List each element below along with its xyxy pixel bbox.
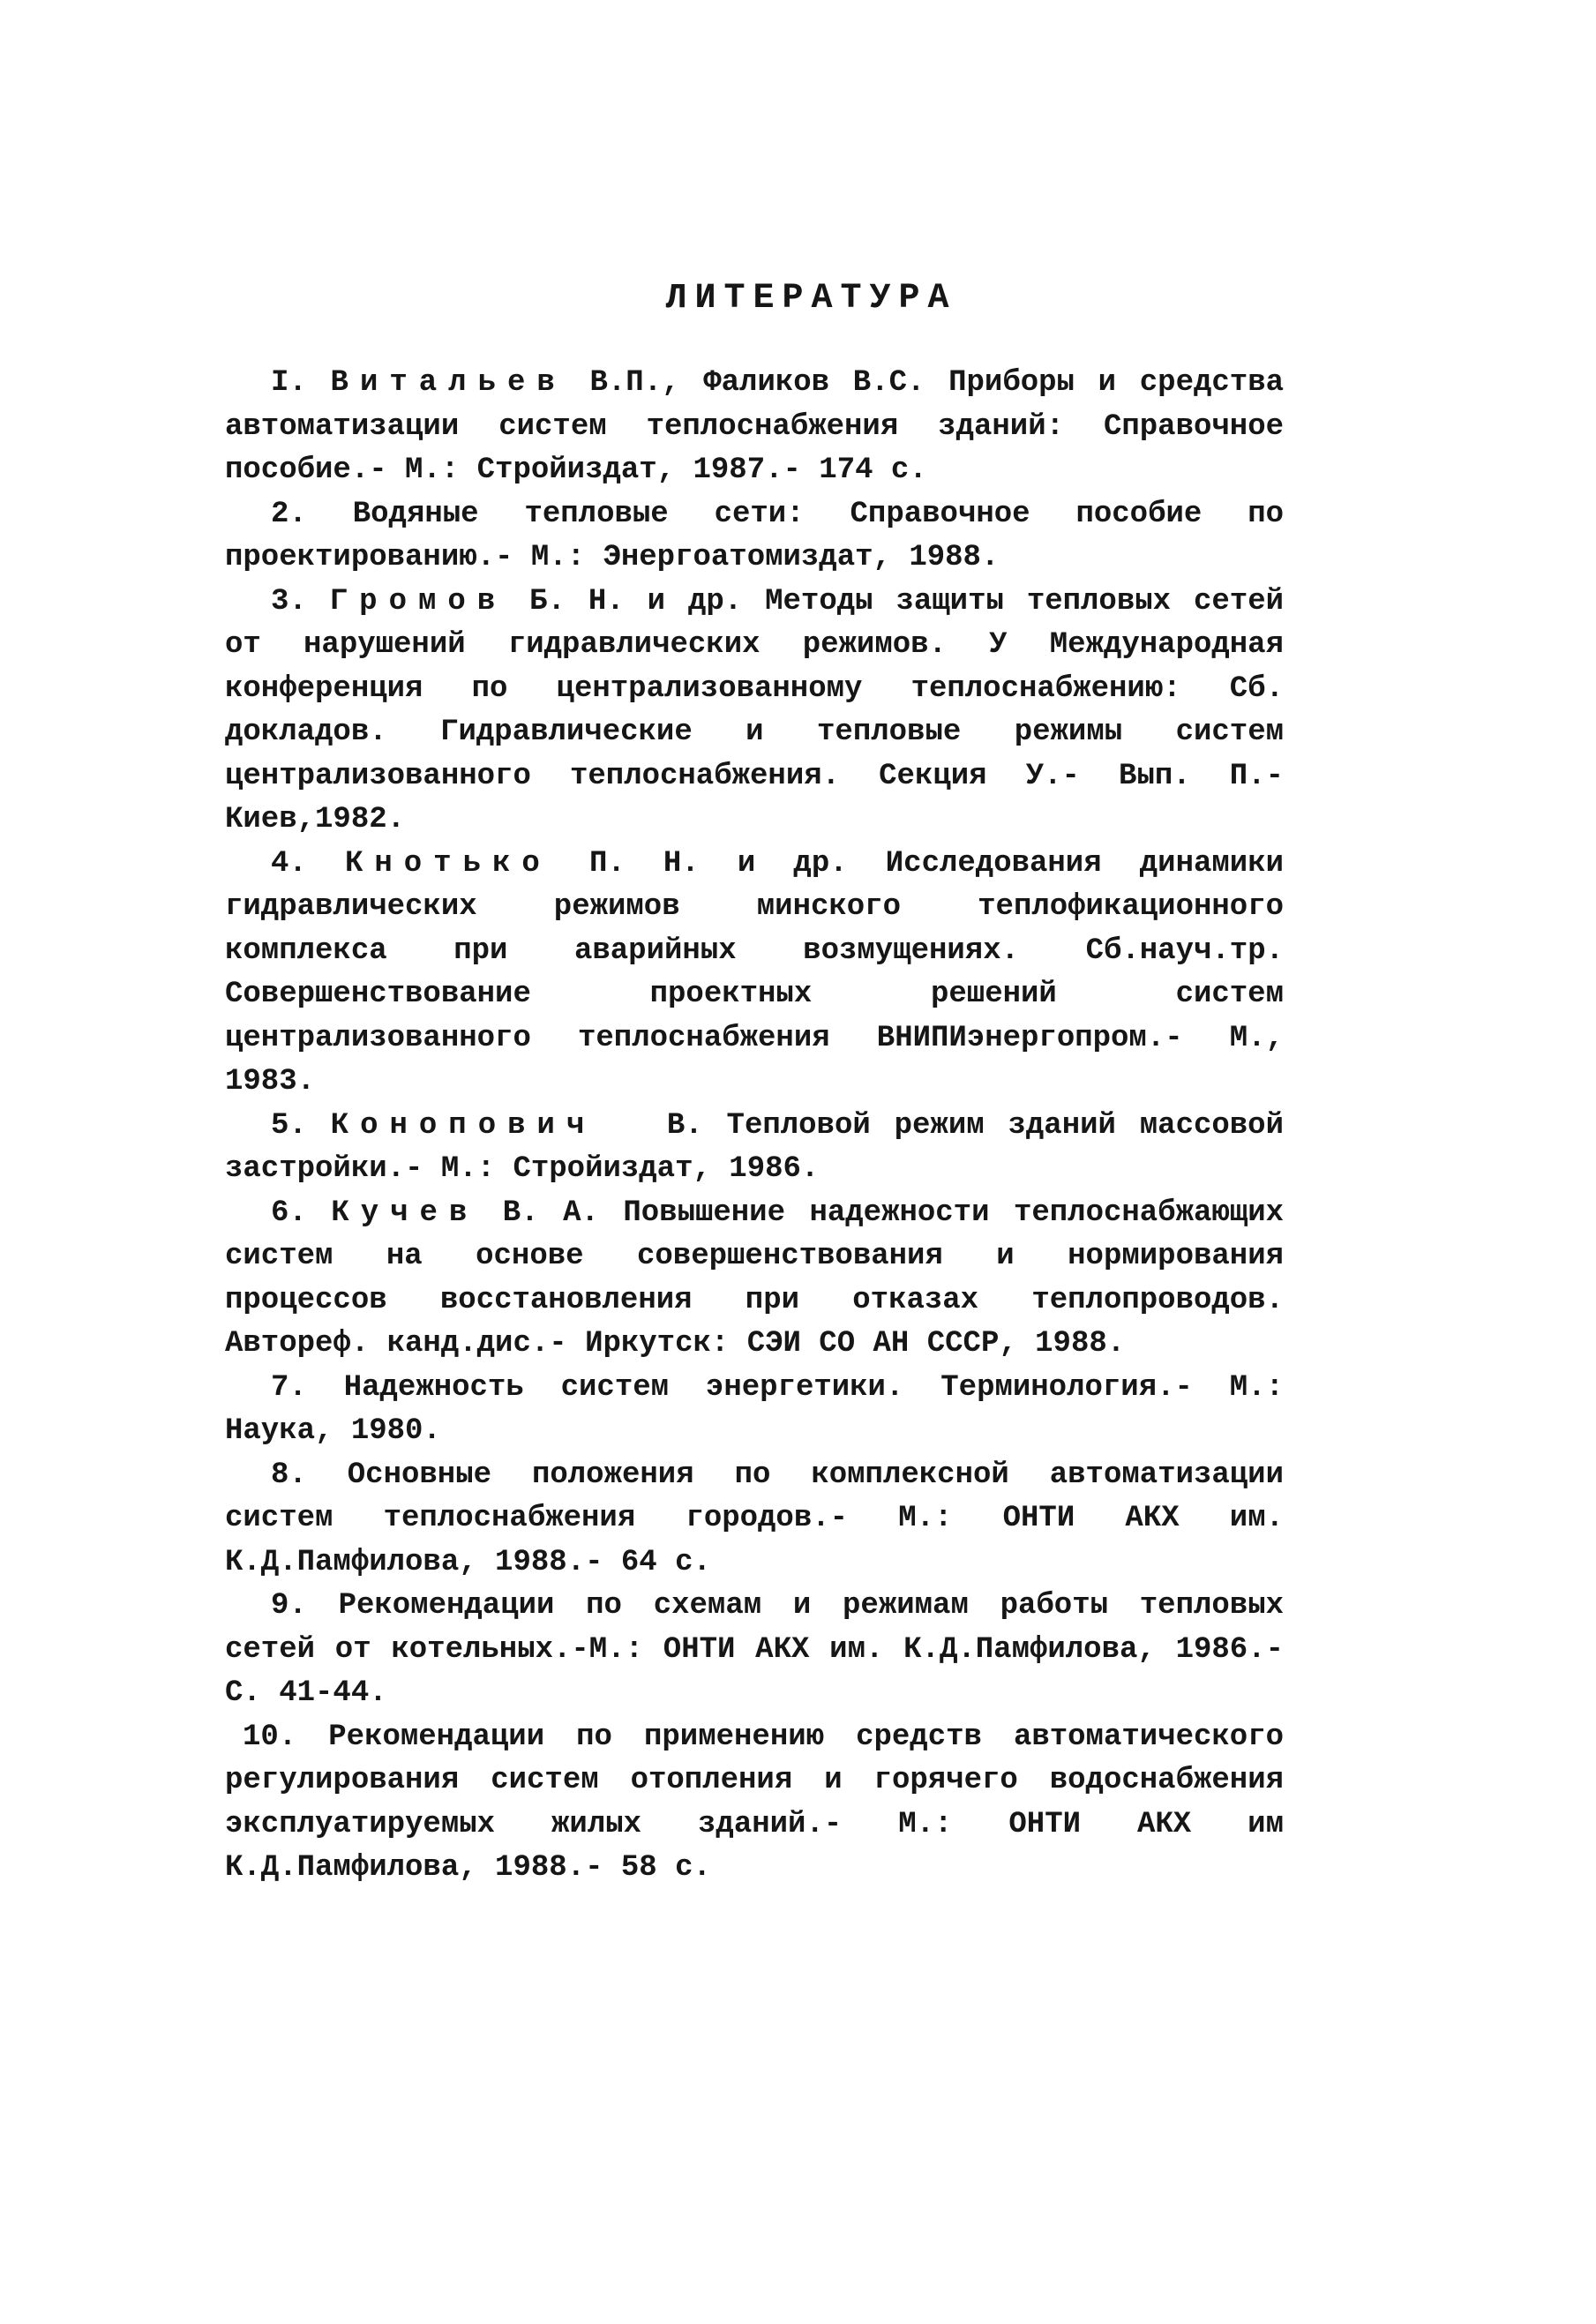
reference-text: Рекомендации по схемам и режимам работы тепловых сетей от котельных.-М.: ОНТИ АКХ им. К.Д.Памфилова, 1986.- С. 41-44. — [225, 1589, 1284, 1710]
reference-item — [225, 1585, 1284, 1716]
reference-item — [225, 362, 1284, 493]
reference-number: 4. — [271, 846, 307, 881]
reference-item — [225, 581, 1284, 843]
reference-number: I. — [271, 366, 307, 400]
reference-number: 6. — [271, 1196, 307, 1230]
reference-number: 3. — [271, 584, 307, 618]
reference-number: 10. — [243, 1720, 297, 1754]
reference-number: 7. — [271, 1370, 307, 1405]
reference-text: Рекомендации по применению средств автоматического регулирования систем отопления и горячего водоснабжения эксплуатируемых жилых зданий.- М.: ОНТИ АКХ им К.Д.Памфилова, 1988.- 58 с. — [225, 1720, 1284, 1885]
reference-text: Водяные тепловые сети: Справочное пособие по проектированию.- М.: Энергоатомиздат, 1988. — [225, 497, 1285, 574]
reference-text: В. А. Повышение надежности теплоснабжающих систем на основе совершенствования и нормирования процессов восстановления при отказах теплопроводов. Автореф. канд.дис.- Иркутск: СЭИ СО АН СССР, 1988. — [225, 1196, 1285, 1361]
reference-author: Кучев — [331, 1196, 479, 1230]
reference-text: Б. Н. и др. Методы защиты тепловых сетей от нарушений гидравлических режимов. У Международная конференция по централизованному теплоснабжению: Сб. докладов. Гидравлические и тепловые режимы систем централизованного теплоснабжения. Секция У.- Вып. П.- Киев,1982. — [225, 584, 1285, 836]
reference-number: 2. — [271, 497, 307, 531]
page-title: ЛИТЕРАТУРА — [665, 279, 957, 319]
reference-item — [225, 1105, 1302, 1192]
reference-item — [225, 1716, 1284, 1891]
reference-item — [225, 843, 1284, 1105]
reference-item — [225, 1192, 1284, 1367]
reference-item — [225, 493, 1284, 581]
reference-item — [225, 1367, 1284, 1454]
reference-author: Конопович — [330, 1108, 596, 1143]
reference-number: 9. — [271, 1589, 307, 1623]
reference-author: Витальев — [330, 366, 566, 400]
reference-item — [225, 1454, 1284, 1586]
reference-text: Основные положения по комплексной автоматизации систем теплоснабжения городов.- М.: ОНТИ АКХ им. К.Д.Памфилова, 1988.- 64 с. — [225, 1458, 1284, 1579]
reference-list — [225, 362, 1302, 1891]
reference-text: П. Н. и др. Исследования динамики гидравлических режимов минского теплофикационного комплекса при аварийных возмущениях. Сб.науч.тр. Совершенствование проектных решений систем централизованного теплоснабжения ВНИПИэнергопром.- М., 1983. — [225, 846, 1284, 1098]
reference-number: 8. — [271, 1458, 307, 1492]
reference-author: Кнотько — [344, 846, 551, 881]
reference-author: Громов — [329, 584, 507, 618]
reference-text: Надежность систем энергетики. Терминология.- М.: Наука, 1980. — [225, 1370, 1284, 1448]
reference-text: В.П., Фаликов В.С. Приборы и средства автоматизации систем теплоснабжения зданий: Справочное пособие.- М.: Стройиздат, 1987.- 174 с. — [225, 366, 1285, 487]
reference-text: В. Тепловой режим зданий массовой застройки.- М.: Стройиздат, 1986. — [225, 1108, 1302, 1186]
reference-number: 5. — [271, 1108, 307, 1143]
